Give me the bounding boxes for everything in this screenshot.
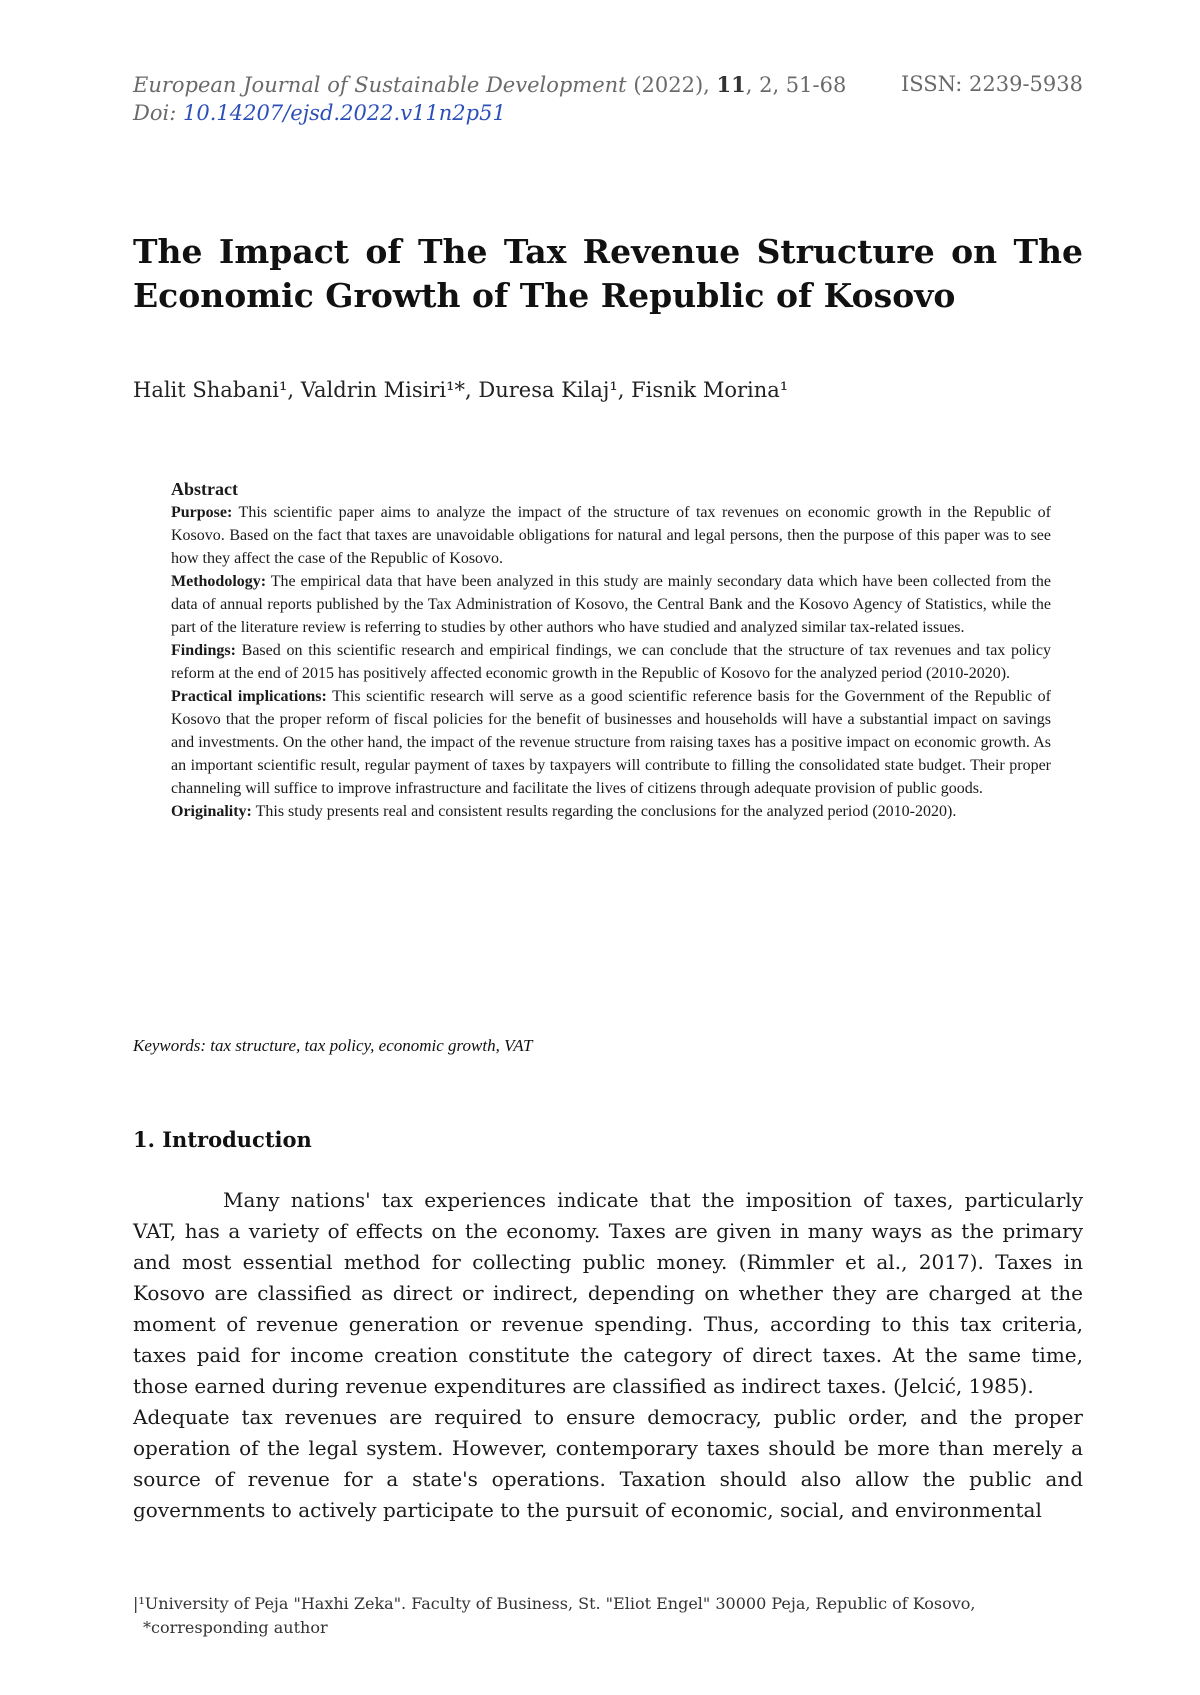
doi-label: Doi: (133, 101, 177, 125)
abstract-methodology (171, 570, 1051, 639)
introduction-body (133, 1185, 1083, 1526)
doi-link[interactable]: 10.14207/ejsd.2022.v11n2p51 (182, 101, 506, 125)
abstract-originality-text: This study presents real and consistent results regarding the conclusions for the analyzed period (2010-2020). (255, 803, 957, 820)
abstract-findings-text: Based on this scientific research and empirical findings, we can conclude that the structure of tax revenues and tax policy reform at the end of 2015 has positively affected economic growth in the Republic of Kosovo for the analyzed period (2010-2020). (171, 642, 1052, 682)
journal-volume: 11 (716, 72, 746, 97)
journal-header (133, 72, 1083, 125)
issn: ISSN: 2239-5938 (900, 72, 1083, 96)
abstract-methodology-label: Methodology: (171, 573, 267, 590)
abstract-findings (171, 639, 1051, 685)
abstract-methodology-text: The empirical data that have been analyzed in this study are mainly secondary data which have been collected from the data of annual reports published by the Tax Administration of Kosovo, the Central Bank and the Kosovo Agency of Statistics, while the part of the literature review is referring to studies by other authors who have studied and analyzed similar tax-related issues. (171, 573, 1052, 636)
abstract-practical-text: This scientific research will serve as a good scientific reference basis for the Government of the Republic of Kosovo that the proper reform of fiscal policies for the benefit of businesses and households will have a substantial impact on savings and investments. On the other hand, the impact of the revenue structure from raising taxes has a positive impact on economic growth. As an important scientific result, regular payment of taxes by taxpayers will contribute to filling the consolidated state budget. Their proper channeling will suffice to improve infrastructure and facilitate the lives of citizens through adequate provision of public goods. (171, 688, 1052, 797)
abstract-purpose (171, 501, 1051, 570)
abstract-findings-label: Findings: (171, 642, 236, 659)
journal-name: European Journal of Sustainable Development (133, 73, 627, 97)
footnote-affiliation: |¹University of Peja "Haxhi Zeka". Faculty of Business, St. "Eliot Engel" 30000 Peja, Republic of Kosovo, (133, 1594, 976, 1613)
abstract-practical-implications (171, 685, 1051, 800)
section-heading-introduction: 1. Introduction (133, 1127, 312, 1152)
intro-paragraph-2: Adequate tax revenues are required to ensure democracy, public order, and the proper operation of the legal system. However, contemporary taxes should be more than merely a source of revenue for a state's operations. Taxation should also allow the public and governments to actively participate to the pursuit of economic, social, and environmental (133, 1405, 1083, 1522)
journal-citation (133, 72, 846, 97)
abstract-originality (171, 800, 1051, 823)
abstract (171, 478, 1051, 823)
affiliation-footnote (133, 1592, 1083, 1640)
journal-issue-pages: , 2, 51-68 (745, 73, 847, 97)
footnote-corresponding: *corresponding author (143, 1618, 328, 1637)
author-list: Halit Shabani¹, Valdrin Misiri¹*, Duresa Kilaj¹, Fisnik Morina¹ (133, 378, 789, 402)
abstract-originality-label: Originality: (171, 803, 252, 820)
abstract-practical-label: Practical implications: (171, 688, 327, 705)
abstract-heading: Abstract (171, 479, 238, 499)
doi-line (133, 101, 1083, 125)
intro-paragraph-1: Many nations' tax experiences indicate that the imposition of taxes, particularly VAT, has a variety of effects on the economy. Taxes are given in many ways as the primary and most essential method for collecting public money. (Rimmler et al., 2017). Taxes in Kosovo are classified as direct or indirect, depending on whether they are charged at the moment of revenue generation or revenue spending. Thus, according to this tax criteria, taxes paid for income creation constitute the category of direct taxes. At the same time, those earned during revenue expenditures are classified as indirect taxes. (Jelcić, 1985). (133, 1188, 1083, 1398)
journal-year: (2022), (633, 73, 710, 97)
paper-title: The Impact of The Tax Revenue Structure on The Economic Growth of The Republic of Kosovo (133, 232, 1083, 315)
abstract-purpose-text: This scientific paper aims to analyze the impact of the structure of tax revenues on economic growth in the Republic of Kosovo. Based on the fact that taxes are unavoidable obligations for natural and legal persons, then the purpose of this paper was to see how they affect the case of the Republic of Kosovo. (171, 504, 1051, 567)
abstract-purpose-label: Purpose: (171, 504, 233, 521)
keywords: Keywords: tax structure, tax policy, economic growth, VAT (133, 1036, 533, 1055)
